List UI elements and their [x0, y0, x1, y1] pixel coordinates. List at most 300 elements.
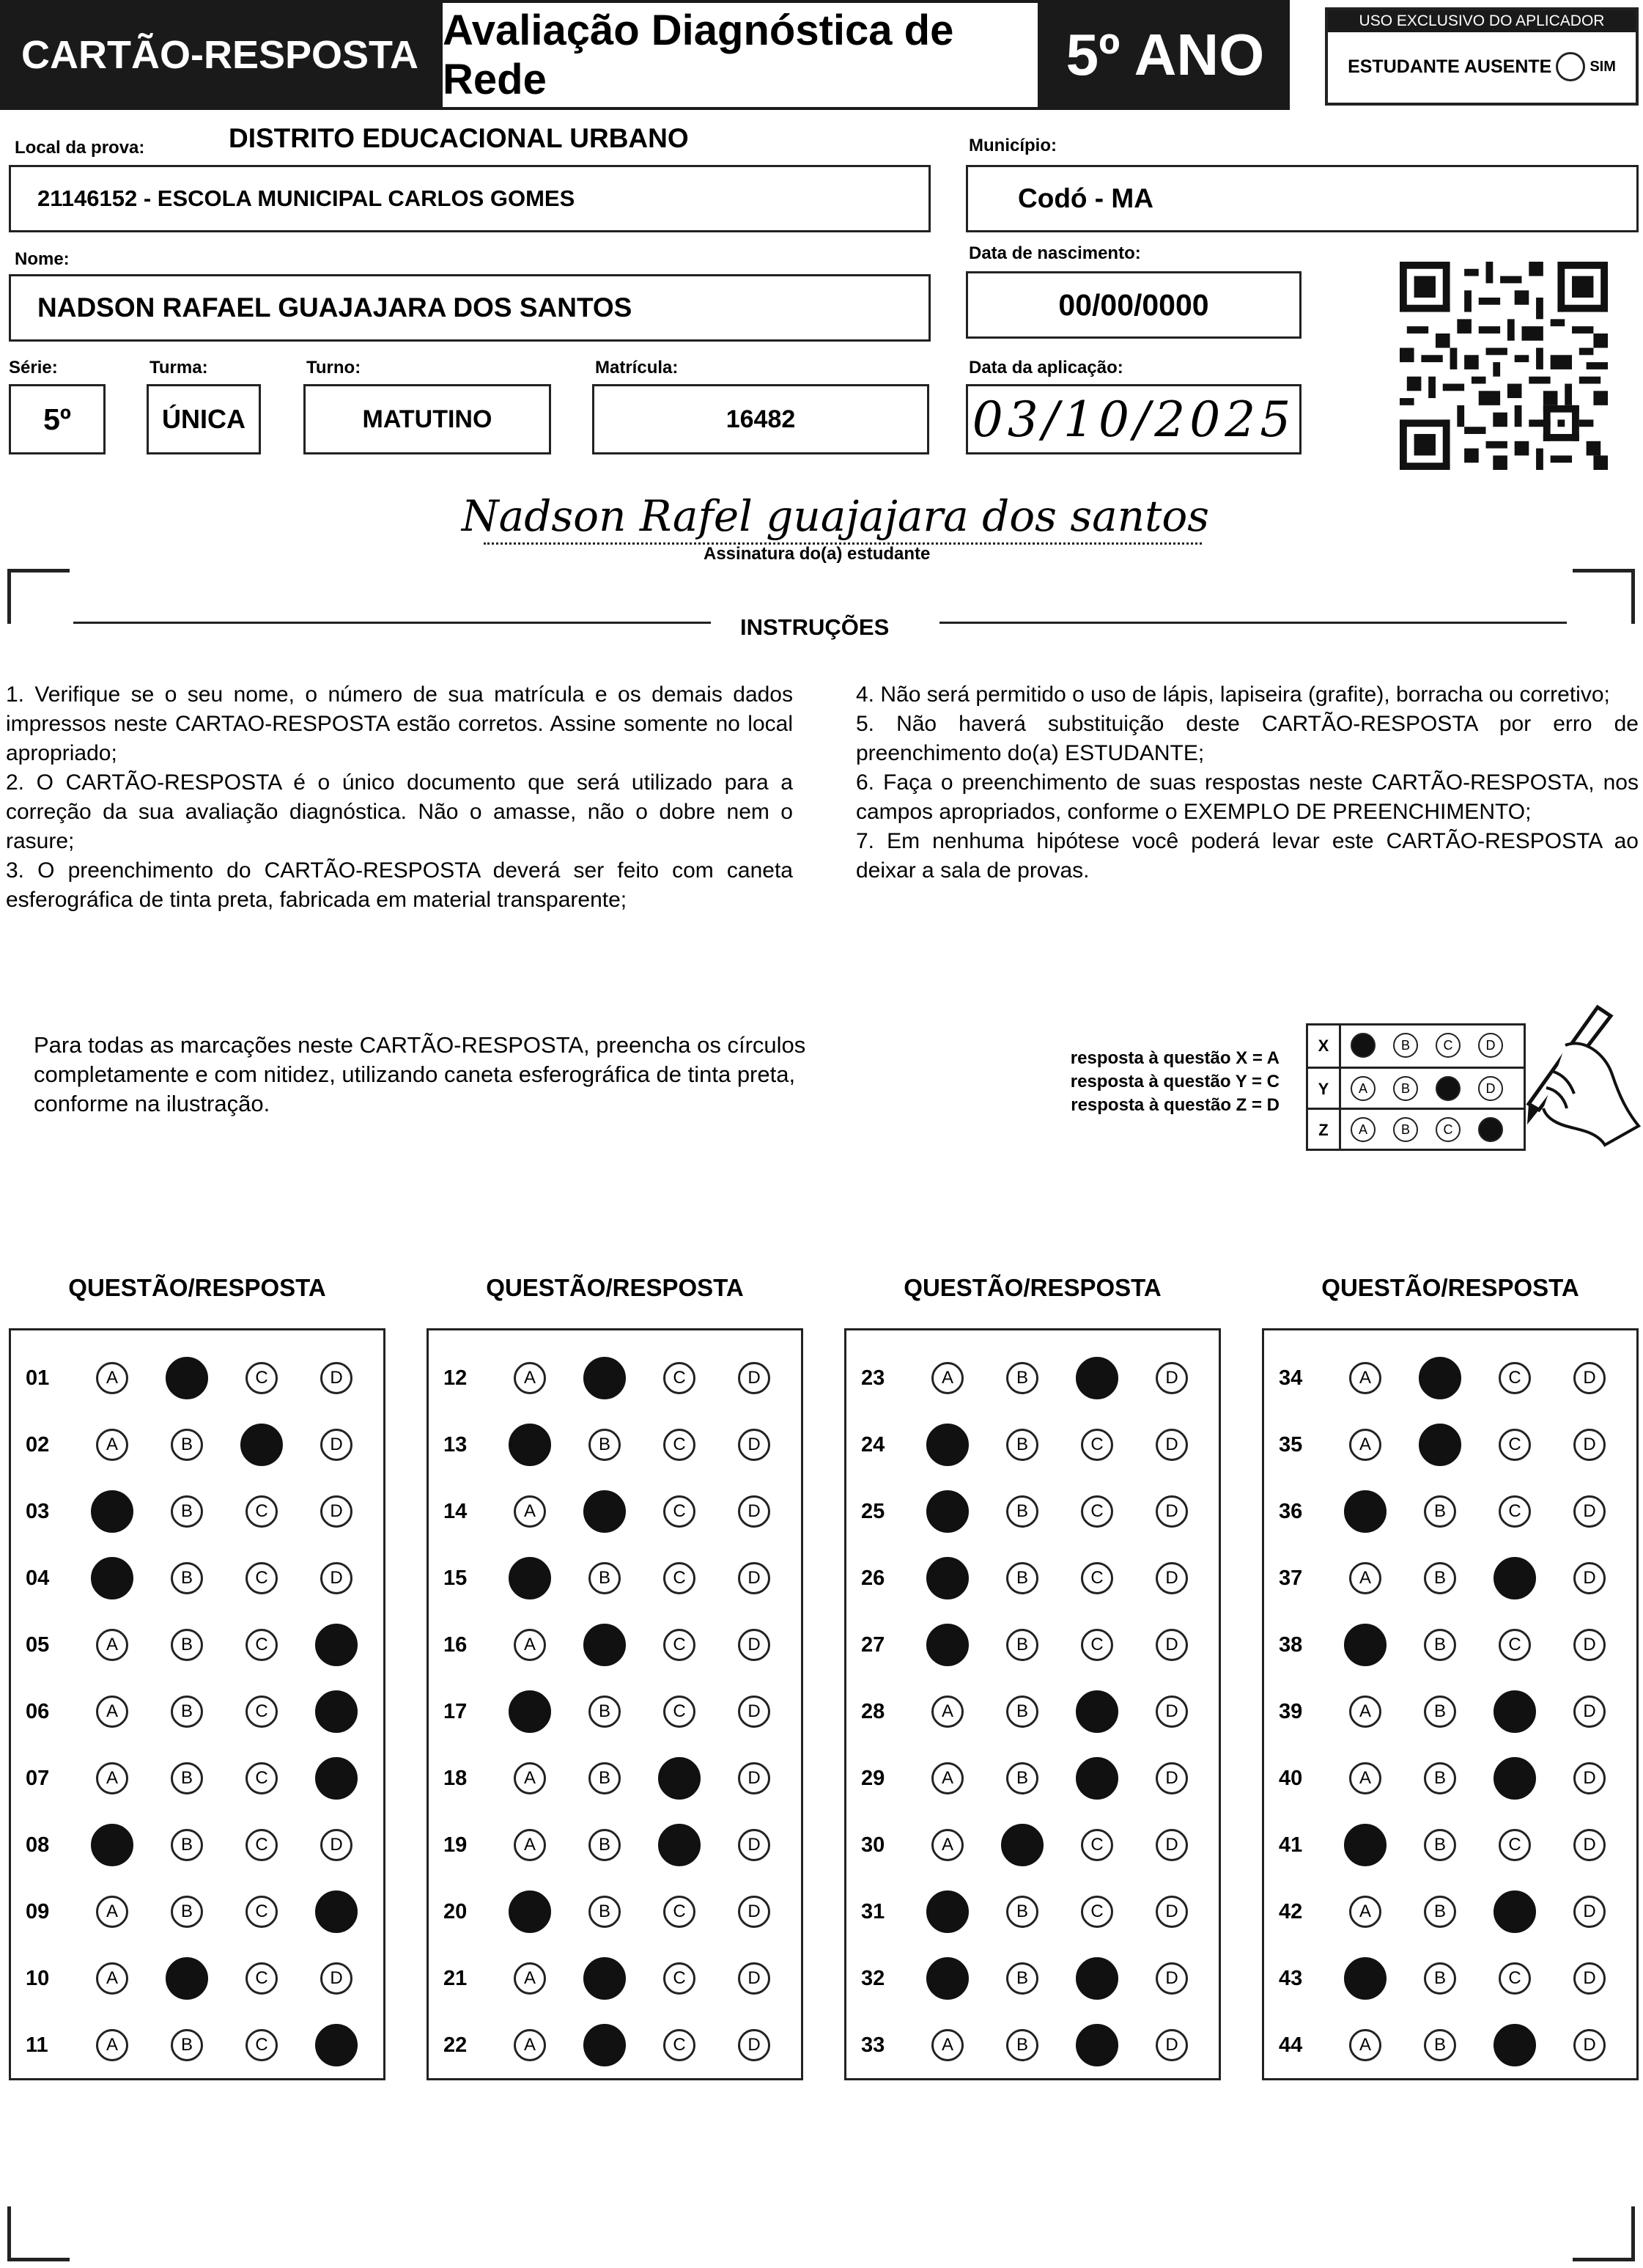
question-row	[429, 1812, 801, 1878]
example-bubble-c: C	[1436, 1033, 1461, 1058]
answer-bubble-b[interactable]	[166, 1957, 208, 2000]
bubble-letter: B	[1433, 1901, 1446, 1921]
signature-label: Assinatura do(a) estudante	[704, 544, 931, 564]
answer-bubble-d[interactable]	[320, 1562, 352, 1594]
answer-bubble-c[interactable]	[240, 1424, 283, 1466]
answer-bubble-c[interactable]	[245, 1495, 278, 1528]
answer-bubble-c[interactable]	[1499, 1629, 1531, 1661]
nome-field: NADSON RAFAEL GUAJAJARA DOS SANTOS	[9, 274, 931, 342]
question-number: 34	[1279, 1366, 1303, 1390]
answer-bubble-a[interactable]	[514, 1629, 546, 1661]
answer-bubble-a[interactable]	[1349, 1429, 1381, 1461]
answer-bubble-a[interactable]	[931, 1829, 964, 1861]
bubble-letter: C	[1508, 1368, 1521, 1388]
answer-bubble-d[interactable]	[1573, 1696, 1606, 1728]
answer-bubble-c[interactable]	[663, 1429, 695, 1461]
bubble-letter: D	[747, 1968, 761, 1988]
bubble-letter: A	[1359, 2035, 1371, 2055]
answer-bubble-b[interactable]	[583, 2024, 626, 2066]
question-number: 30	[861, 1833, 885, 1857]
question-number: 33	[861, 2033, 885, 2057]
answer-bubble-a[interactable]	[1349, 2029, 1381, 2061]
answer-bubble-b[interactable]	[1424, 1696, 1456, 1728]
answer-bubble-c[interactable]	[1076, 1357, 1118, 1399]
bubble-letter: C	[255, 1701, 268, 1721]
bubble-letter: D	[1165, 1968, 1178, 1988]
answer-bubble-c[interactable]	[1499, 1962, 1531, 1995]
question-number: 35	[1279, 1433, 1303, 1457]
answer-bubble-d[interactable]	[1573, 1829, 1606, 1861]
answer-bubble-a[interactable]	[931, 2029, 964, 2061]
answer-bubble-a[interactable]	[96, 1762, 128, 1794]
answer-bubble-a[interactable]	[96, 1629, 128, 1661]
answer-bubble-c[interactable]	[245, 1762, 278, 1794]
answer-bubble-d[interactable]	[320, 1429, 352, 1461]
card-title: CARTÃO-RESPOSTA	[0, 0, 440, 110]
answer-bubble-b[interactable]	[1424, 1495, 1456, 1528]
bubble-letter: D	[747, 1568, 761, 1588]
answer-bubble-c[interactable]	[1076, 1957, 1118, 2000]
question-row	[429, 1745, 801, 1811]
answer-bubble-b[interactable]	[1419, 1424, 1461, 1466]
answer-bubble-b[interactable]	[171, 1629, 203, 1661]
answer-bubble-d[interactable]	[1156, 1762, 1188, 1794]
answer-bubble-d[interactable]	[1573, 1562, 1606, 1594]
bubble-letter: D	[1583, 1435, 1596, 1454]
answer-bubble-d[interactable]	[320, 1362, 352, 1394]
bubble-letter: C	[255, 2035, 268, 2055]
answer-bubble-c[interactable]	[245, 2029, 278, 2061]
answer-bubble-b[interactable]	[1001, 1824, 1044, 1866]
answer-bubble-c[interactable]	[245, 1896, 278, 1928]
answer-bubble-a[interactable]	[1344, 1490, 1387, 1533]
answer-bubble-b[interactable]	[1006, 1495, 1038, 1528]
absent-checkbox[interactable]	[1556, 52, 1585, 81]
question-number: 15	[443, 1566, 468, 1590]
answer-bubble-b[interactable]	[1424, 1829, 1456, 1861]
answer-bubble-b[interactable]	[171, 1829, 203, 1861]
answer-bubble-d[interactable]	[1156, 1495, 1188, 1528]
bubble-letter: D	[1165, 1501, 1178, 1521]
instruction-3: 3. O preenchimento do CARTÃO-RESPOSTA deverá ser feito com caneta esferográfica de tinta preta, fabricada em material transparente;	[6, 858, 793, 912]
answer-bubble-a[interactable]	[96, 2029, 128, 2061]
bubble-letter: B	[180, 1768, 193, 1788]
bubble-letter: A	[523, 1635, 536, 1654]
answer-bubble-d[interactable]	[315, 1624, 358, 1666]
answer-bubble-a[interactable]	[514, 1362, 546, 1394]
bubble-letter: D	[1583, 1635, 1596, 1654]
bubble-letter: B	[1016, 1568, 1028, 1588]
answer-bubble-a[interactable]	[514, 1829, 546, 1861]
answer-bubble-d[interactable]	[1156, 1429, 1188, 1461]
answer-bubble-b[interactable]	[1006, 1762, 1038, 1794]
question-number: 22	[443, 2033, 468, 2057]
answer-bubble-d[interactable]	[1156, 2029, 1188, 2061]
bubble-letter: C	[1508, 1435, 1521, 1454]
answer-bubble-c[interactable]	[663, 2029, 695, 2061]
question-row	[846, 1812, 1219, 1878]
answer-bubble-c[interactable]	[1494, 1757, 1536, 1800]
question-row	[1264, 1679, 1636, 1745]
answer-bubble-b[interactable]	[1424, 1962, 1456, 1995]
answer-bubble-b[interactable]	[1006, 1429, 1038, 1461]
answer-bubble-c[interactable]	[245, 1696, 278, 1728]
question-number: 04	[26, 1566, 50, 1590]
answer-bubble-b[interactable]	[1424, 1562, 1456, 1594]
answer-bubble-b[interactable]	[588, 1429, 621, 1461]
answer-bubble-a[interactable]	[96, 1696, 128, 1728]
instruction-2: 2. O CARTÃO-RESPOSTA é o único documento que será utilizado para a correção da sua avaliação diagnóstica. Não o amasse, não o dobre nem o rasure;	[6, 770, 793, 853]
answer-bubble-a[interactable]	[931, 1696, 964, 1728]
answer-bubble-b[interactable]	[1424, 1762, 1456, 1794]
answer-bubble-a[interactable]	[514, 1962, 546, 1995]
answer-bubble-b[interactable]	[583, 1957, 626, 2000]
answer-bubble-c[interactable]	[245, 1562, 278, 1594]
answer-bubble-a[interactable]	[91, 1824, 133, 1866]
question-row	[846, 1412, 1219, 1478]
answer-bubble-b[interactable]	[1006, 2029, 1038, 2061]
answer-bubble-c[interactable]	[1499, 1829, 1531, 1861]
question-number: 02	[26, 1433, 50, 1457]
question-row	[1264, 1879, 1636, 1945]
answer-bubble-d[interactable]	[738, 1495, 770, 1528]
answer-bubble-b[interactable]	[171, 1896, 203, 1928]
answer-bubble-c[interactable]	[663, 1896, 695, 1928]
answer-bubble-a[interactable]	[926, 1890, 969, 1933]
answer-bubble-d[interactable]	[738, 1362, 770, 1394]
answer-bubble-b[interactable]	[588, 1696, 621, 1728]
answer-bubble-d[interactable]	[738, 1829, 770, 1861]
example-bubble-a	[1351, 1033, 1376, 1058]
answer-bubble-a[interactable]	[91, 1557, 133, 1599]
turno-field: MATUTINO	[303, 384, 551, 454]
answer-bubble-a[interactable]	[1349, 1562, 1381, 1594]
instruction-5: 5. Não haverá substituição deste CARTÃO-RESPOSTA por erro de preenchimento do(a) ESTUDANTE;	[856, 712, 1639, 765]
bubble-letter: A	[106, 1701, 118, 1721]
question-number: 42	[1279, 1900, 1303, 1923]
bubble-letter: A	[1359, 1901, 1371, 1921]
answer-bubble-b[interactable]	[1006, 1362, 1038, 1394]
bubble-letter: B	[1016, 1768, 1028, 1788]
question-row	[429, 1412, 801, 1478]
answer-bubble-d[interactable]	[1156, 1962, 1188, 1995]
instructions-title: INSTRUÇÕES	[740, 614, 890, 640]
municipio-field: Codó - MA	[966, 165, 1639, 232]
answer-bubble-c[interactable]	[1494, 1557, 1536, 1599]
answer-bubble-a[interactable]	[509, 1890, 551, 1933]
panel-heading: QUESTÃO/RESPOSTA	[486, 1274, 744, 1301]
answer-bubble-d[interactable]	[320, 1962, 352, 1995]
bubble-letter: A	[523, 1501, 536, 1521]
answer-bubble-d[interactable]	[738, 1629, 770, 1661]
answer-bubble-c[interactable]	[1494, 1690, 1536, 1733]
bubble-letter: B	[1433, 1501, 1446, 1521]
question-number: 26	[861, 1566, 885, 1590]
bubble-letter: D	[747, 2035, 761, 2055]
answer-bubble-a[interactable]	[1349, 1696, 1381, 1728]
bubble-letter: C	[673, 1701, 686, 1721]
question-number: 09	[26, 1900, 50, 1923]
bubble-letter: A	[941, 1835, 953, 1855]
answer-bubble-a[interactable]	[509, 1424, 551, 1466]
answer-bubble-d[interactable]	[1573, 2029, 1606, 2061]
question-number: 20	[443, 1900, 468, 1923]
grade-title: 5º ANO	[1041, 0, 1290, 110]
answer-bubble-a[interactable]	[514, 1762, 546, 1794]
answer-bubble-d[interactable]	[1573, 1429, 1606, 1461]
answer-bubble-c[interactable]	[245, 1829, 278, 1861]
answer-bubble-b[interactable]	[171, 1562, 203, 1594]
answer-bubble-a[interactable]	[926, 1957, 969, 2000]
example-bubble-a: A	[1351, 1117, 1376, 1142]
answer-bubble-c[interactable]	[245, 1629, 278, 1661]
answer-bubble-b[interactable]	[1006, 1962, 1038, 1995]
bubble-letter: C	[255, 1901, 268, 1921]
bubble-letter: B	[1433, 1568, 1446, 1588]
answer-bubble-d[interactable]	[738, 2029, 770, 2061]
bubble-letter: A	[523, 1368, 536, 1388]
question-row	[429, 1879, 801, 1945]
answer-bubble-c[interactable]	[658, 1824, 701, 1866]
answer-bubble-b[interactable]	[1424, 2029, 1456, 2061]
question-number: 38	[1279, 1633, 1303, 1657]
question-row	[1264, 1745, 1636, 1811]
answer-bubble-b[interactable]	[588, 1829, 621, 1861]
answer-bubble-c[interactable]	[1081, 1829, 1113, 1861]
answer-bubble-d[interactable]	[320, 1829, 352, 1861]
answer-bubble-c[interactable]	[245, 1362, 278, 1394]
answer-bubble-b[interactable]	[1006, 1696, 1038, 1728]
answer-bubble-d[interactable]	[315, 1757, 358, 1800]
answer-bubble-c[interactable]	[663, 1362, 695, 1394]
bubble-letter: B	[180, 1835, 193, 1855]
answer-bubble-c[interactable]	[1081, 1562, 1113, 1594]
answer-bubble-c[interactable]	[1499, 1362, 1531, 1394]
bubble-letter: D	[747, 1901, 761, 1921]
answer-bubble-d[interactable]	[738, 1696, 770, 1728]
instructions-right	[856, 680, 1639, 886]
answer-bubble-a[interactable]	[1344, 1957, 1387, 2000]
bubble-letter: B	[180, 1568, 193, 1588]
question-number: 14	[443, 1500, 468, 1523]
answer-bubble-b[interactable]	[588, 1562, 621, 1594]
answer-bubble-a[interactable]	[1349, 1362, 1381, 1394]
answer-bubble-d[interactable]	[738, 1562, 770, 1594]
answer-bubble-b[interactable]	[1424, 1629, 1456, 1661]
corner-mark-bl	[7, 2206, 70, 2261]
answer-bubble-a[interactable]	[1349, 1896, 1381, 1928]
corner-mark-tl	[7, 569, 70, 624]
answer-bubble-d[interactable]	[1573, 1362, 1606, 1394]
corner-mark-tr	[1573, 569, 1635, 624]
answer-bubble-d[interactable]	[315, 2024, 358, 2066]
bubble-letter: D	[1583, 1568, 1596, 1588]
question-row	[846, 1545, 1219, 1611]
answer-bubble-d[interactable]	[738, 1429, 770, 1461]
answer-bubble-a[interactable]	[509, 1690, 551, 1733]
bubble-letter: D	[1165, 1835, 1178, 1855]
question-number: 11	[26, 2033, 48, 2057]
question-number: 44	[1279, 2033, 1303, 2057]
answer-bubble-c[interactable]	[663, 1962, 695, 1995]
panel-heading: QUESTÃO/RESPOSTA	[1321, 1274, 1579, 1301]
bubble-letter: B	[180, 1635, 193, 1654]
question-row	[11, 1545, 383, 1611]
answer-bubble-d[interactable]	[1156, 1896, 1188, 1928]
bubble-letter: D	[1583, 1701, 1596, 1721]
answer-bubble-c[interactable]	[1076, 1690, 1118, 1733]
answer-bubble-c[interactable]	[663, 1562, 695, 1594]
bubble-letter: D	[330, 1968, 343, 1988]
answer-bubble-d[interactable]	[1156, 1696, 1188, 1728]
answer-bubble-a[interactable]	[926, 1624, 969, 1666]
answer-bubble-a[interactable]	[91, 1490, 133, 1533]
answer-bubble-c[interactable]	[663, 1629, 695, 1661]
evaluation-title: Avaliação Diagnóstica de Rede	[440, 0, 1041, 110]
answer-bubble-b[interactable]	[171, 1762, 203, 1794]
example-row-label: Y	[1308, 1069, 1341, 1110]
bubble-letter: A	[523, 1768, 536, 1788]
answer-bubble-d[interactable]	[738, 1762, 770, 1794]
question-number: 31	[861, 1900, 885, 1923]
answer-bubble-b[interactable]	[1006, 1896, 1038, 1928]
answer-bubble-b[interactable]	[588, 1762, 621, 1794]
bubble-letter: C	[255, 1368, 268, 1388]
legend-y: resposta à questão Y = C	[1070, 1072, 1280, 1091]
answer-bubble-d[interactable]	[738, 1896, 770, 1928]
answer-bubble-d[interactable]	[1573, 1896, 1606, 1928]
bubble-letter: D	[747, 1435, 761, 1454]
district: DISTRITO EDUCACIONAL URBANO	[229, 123, 689, 153]
example-bubble-b: B	[1393, 1076, 1418, 1101]
answer-bubble-a[interactable]	[96, 1896, 128, 1928]
example-text: Para todas as marcações neste CARTÃO-RESPOSTA, preencha os círculos completamente e com nitidez, utilizando caneta esferográfica de tinta preta, conforme na ilustração.	[34, 1032, 806, 1116]
answer-bubble-c[interactable]	[1081, 1629, 1113, 1661]
bubble-letter: C	[673, 1501, 686, 1521]
answer-bubble-a[interactable]	[96, 1962, 128, 1995]
answer-bubble-a[interactable]	[514, 1495, 546, 1528]
answer-bubble-b[interactable]	[171, 1696, 203, 1728]
answer-bubble-a[interactable]	[926, 1490, 969, 1533]
answer-bubble-c[interactable]	[245, 1962, 278, 1995]
answer-bubble-b[interactable]	[1419, 1357, 1461, 1399]
example-bubble-b: B	[1393, 1117, 1418, 1142]
instruction-6: 6. Faça o preenchimento de suas respostas neste CARTÃO-RESPOSTA, nos campos apropriados, conforme o EXEMPLO DE PREENCHIMENTO;	[856, 770, 1639, 824]
instruction-7: 7. Em nenhuma hipótese você poderá levar este CARTÃO-RESPOSTA ao deixar a sala de provas.	[856, 829, 1639, 883]
bubble-letter: D	[747, 1701, 761, 1721]
bubble-letter: D	[1165, 1901, 1178, 1921]
answer-bubble-c[interactable]	[1076, 2024, 1118, 2066]
instructions-left	[6, 680, 793, 915]
answer-bubble-a[interactable]	[1349, 1762, 1381, 1794]
answer-bubble-d[interactable]	[1156, 1629, 1188, 1661]
bubble-letter: C	[1508, 1835, 1521, 1855]
answer-bubble-a[interactable]	[931, 1362, 964, 1394]
aplic-date-handwritten: 03/10/2025	[972, 391, 1296, 448]
bubble-letter: D	[330, 1435, 343, 1454]
question-row	[1264, 1545, 1636, 1611]
answer-panel-1	[9, 1328, 385, 2080]
answer-bubble-a[interactable]	[96, 1362, 128, 1394]
answer-bubble-a[interactable]	[1344, 1624, 1387, 1666]
answer-bubble-d[interactable]	[1573, 1762, 1606, 1794]
bubble-letter: D	[747, 1768, 761, 1788]
bubble-letter: A	[106, 1435, 118, 1454]
answer-bubble-c[interactable]	[1081, 1429, 1113, 1461]
answer-bubble-b[interactable]	[171, 2029, 203, 2061]
nome-label: Nome:	[15, 249, 70, 269]
answer-bubble-d[interactable]	[1156, 1829, 1188, 1861]
answer-bubble-d[interactable]	[1573, 1629, 1606, 1661]
example-bubble-d: D	[1478, 1033, 1503, 1058]
bubble-letter: B	[1433, 1701, 1446, 1721]
answer-bubble-c[interactable]	[1076, 1757, 1118, 1800]
question-row	[846, 1945, 1219, 2011]
question-number: 29	[861, 1767, 885, 1790]
bubble-letter: A	[941, 1768, 953, 1788]
answer-bubble-a[interactable]	[926, 1557, 969, 1599]
bubble-letter: D	[1165, 1435, 1178, 1454]
answer-bubble-d[interactable]	[1156, 1562, 1188, 1594]
bubble-letter: A	[1359, 1368, 1371, 1388]
answer-bubble-a[interactable]	[509, 1557, 551, 1599]
answer-bubble-c[interactable]	[1081, 1896, 1113, 1928]
answer-bubble-a[interactable]	[1344, 1824, 1387, 1866]
answer-panel-2	[427, 1328, 803, 2080]
answer-bubble-b[interactable]	[166, 1357, 208, 1399]
matricula-label: Matrícula:	[595, 358, 679, 378]
answer-bubble-c[interactable]	[663, 1495, 695, 1528]
answer-bubble-a[interactable]	[96, 1429, 128, 1461]
aplic-field	[966, 384, 1302, 454]
answer-bubble-b[interactable]	[1006, 1629, 1038, 1661]
municipio-label: Município:	[969, 136, 1057, 155]
answer-bubble-c[interactable]	[1081, 1495, 1113, 1528]
answer-bubble-d[interactable]	[1573, 1495, 1606, 1528]
answer-bubble-c[interactable]	[1494, 2024, 1536, 2066]
answer-bubble-d[interactable]	[1573, 1962, 1606, 1995]
answer-bubble-d[interactable]	[738, 1962, 770, 1995]
answer-bubble-b[interactable]	[583, 1624, 626, 1666]
answer-bubble-d[interactable]	[315, 1890, 358, 1933]
answer-bubble-a[interactable]	[926, 1424, 969, 1466]
bubble-letter: C	[255, 1768, 268, 1788]
answer-bubble-c[interactable]	[1494, 1890, 1536, 1933]
question-row	[11, 1612, 383, 1678]
answer-bubble-a[interactable]	[931, 1762, 964, 1794]
question-number: 17	[443, 1700, 468, 1723]
answer-bubble-b[interactable]	[1006, 1562, 1038, 1594]
bubble-letter: B	[1016, 1368, 1028, 1388]
answer-bubble-c[interactable]	[1499, 1495, 1531, 1528]
answer-bubble-b[interactable]	[171, 1429, 203, 1461]
answer-bubble-c[interactable]	[663, 1696, 695, 1728]
bubble-letter: C	[1090, 1835, 1104, 1855]
answer-bubble-d[interactable]	[315, 1690, 358, 1733]
answer-bubble-d[interactable]	[320, 1495, 352, 1528]
answer-bubble-b[interactable]	[1424, 1896, 1456, 1928]
answer-bubble-c[interactable]	[658, 1757, 701, 1800]
bubble-letter: D	[1165, 1768, 1178, 1788]
answer-bubble-b[interactable]	[171, 1495, 203, 1528]
answer-bubble-c[interactable]	[1499, 1429, 1531, 1461]
answer-bubble-b[interactable]	[583, 1490, 626, 1533]
example-bubble-c	[1436, 1076, 1461, 1101]
answer-bubble-d[interactable]	[1156, 1362, 1188, 1394]
answer-bubble-a[interactable]	[514, 2029, 546, 2061]
answer-bubble-b[interactable]	[588, 1896, 621, 1928]
answer-bubble-b[interactable]	[583, 1357, 626, 1399]
